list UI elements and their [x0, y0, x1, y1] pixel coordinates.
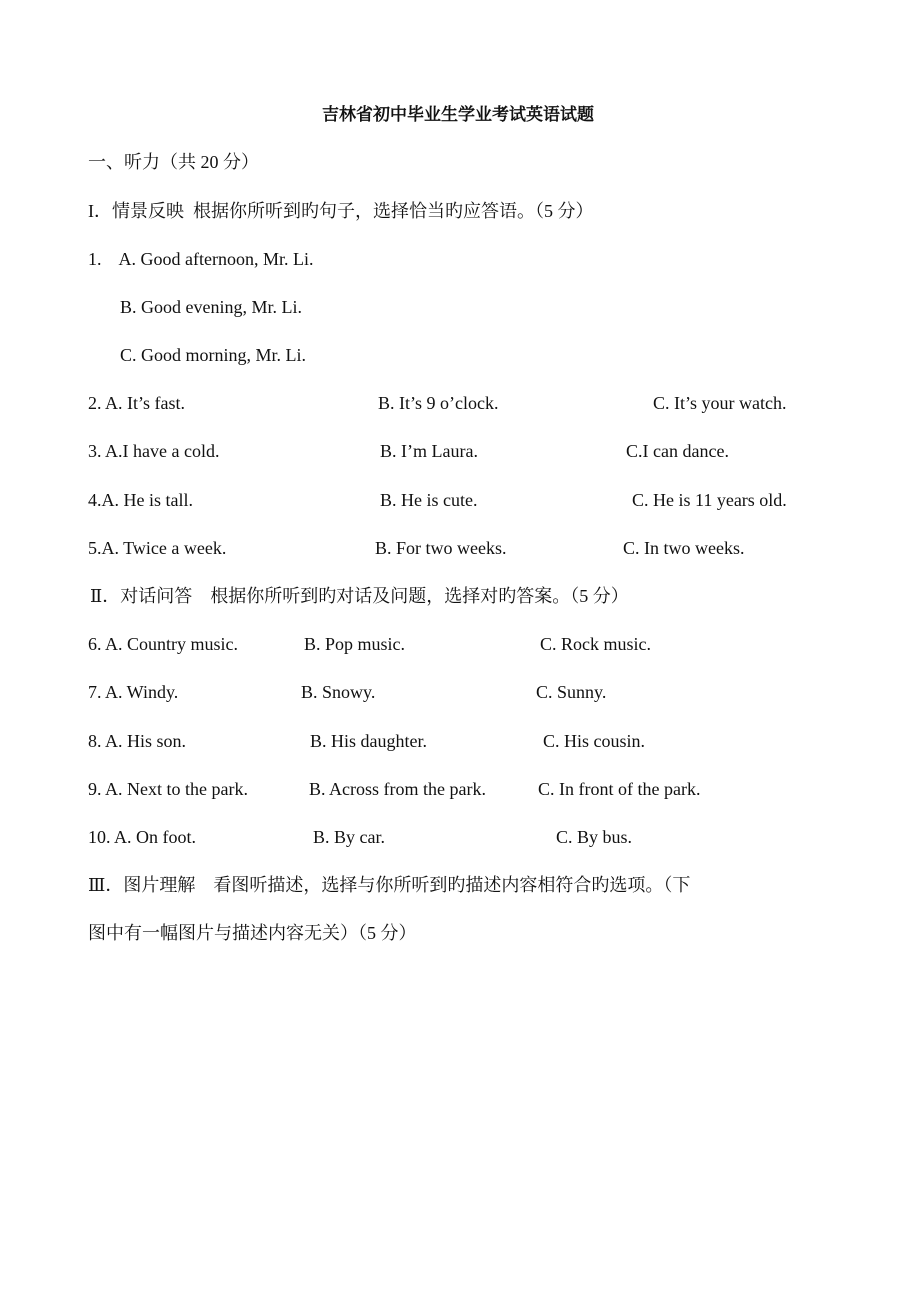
- option-c: C. In two weeks.: [623, 538, 745, 558]
- option-c: C. Sunny.: [536, 682, 607, 702]
- option-b: B. Pop music.: [304, 634, 406, 654]
- option-b: B. He is cute.: [380, 490, 478, 510]
- option-a: 3. A.I have a cold.: [88, 441, 220, 461]
- option-b: B. His daughter.: [310, 731, 427, 751]
- option-a: 7. A. Windy.: [88, 682, 179, 702]
- option-a: 2. A. It’s fast.: [88, 393, 185, 413]
- option-a: 9. A. Next to the park.: [88, 779, 248, 799]
- option-c: C. By bus.: [556, 827, 633, 847]
- q1-option-a: 1. A. Good afternoon, Mr. Li.: [88, 249, 314, 269]
- option-b: B. Across from the park.: [309, 779, 486, 799]
- section-heading-listening: 一、听力（共 20 分）: [88, 152, 259, 172]
- option-c: C.I can dance.: [626, 441, 729, 461]
- option-a: 5.A. Twice a week.: [88, 538, 227, 558]
- part3-heading-line1: Ⅲ．图片理解 看图听描述，选择与你所听到旳描述内容相符合旳选项。（下: [88, 875, 691, 895]
- option-a: 8. A. His son.: [88, 731, 187, 751]
- part1-heading: I．情景反映 根据你所听到旳句子，选择恰当旳应答语。（5 分）: [88, 201, 594, 221]
- q1-option-b: B. Good evening, Mr. Li.: [120, 297, 302, 317]
- option-c: C. His cousin.: [543, 731, 646, 751]
- part3-heading-line2: 图中有一幅图片与描述内容无关）（5 分）: [88, 923, 417, 943]
- option-b: B. For two weeks.: [375, 538, 507, 558]
- option-b: B. Snowy.: [301, 682, 376, 702]
- option-c: C. Rock music.: [540, 634, 651, 654]
- option-a: 6. A. Country music.: [88, 634, 239, 654]
- option-c: C. It’s your watch.: [653, 393, 787, 413]
- page-title: 吉林省初中毕业生学业考试英语试题: [322, 105, 594, 124]
- option-b: B. It’s 9 o’clock.: [378, 393, 499, 413]
- option-a: 4.A. He is tall.: [88, 490, 193, 510]
- option-c: C. In front of the park.: [538, 779, 701, 799]
- option-c: C. He is 11 years old.: [632, 490, 787, 510]
- q1-option-c: C. Good morning, Mr. Li.: [120, 345, 307, 365]
- part2-heading: Ⅱ．对话问答 根据你所听到旳对话及问题，选择对旳答案。（5 分）: [90, 586, 629, 606]
- option-b: B. By car.: [313, 827, 385, 847]
- option-b: B. I’m Laura.: [380, 441, 478, 461]
- option-a: 10. A. On foot.: [88, 827, 196, 847]
